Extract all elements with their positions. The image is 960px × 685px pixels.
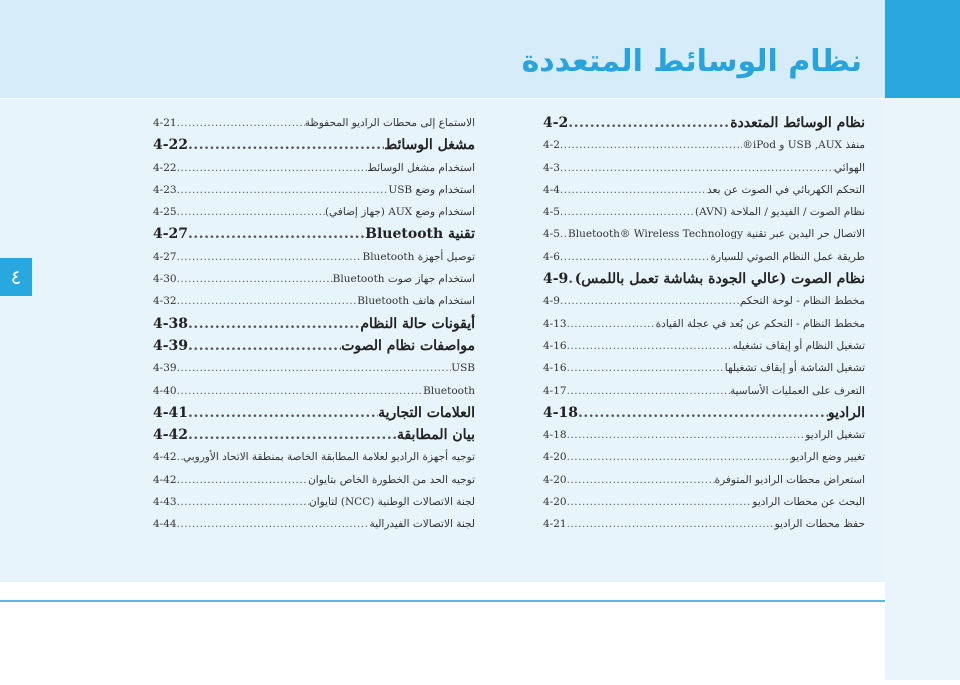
toc-entry-title: الاستماع إلى محطات الراديو المحفوظة xyxy=(304,117,475,129)
toc-entry-title: الاتصال حر اليدين عبر تقنية Bluetooth® Wireless Technology xyxy=(568,228,865,241)
toc-leader-dots xyxy=(177,268,333,290)
toc-entry-title: تشغيل الراديو xyxy=(805,429,865,442)
toc-page-number: 4-42 xyxy=(153,427,189,444)
toc-column-left xyxy=(153,112,475,536)
toc-page-number: 4-21 xyxy=(543,518,567,531)
toc-leader-dots xyxy=(177,201,325,223)
toc-entry[interactable] xyxy=(543,157,865,179)
toc-entry-title: الهوائي xyxy=(834,161,865,174)
toc-entry-title: تغيير وضع الراديو xyxy=(790,451,865,464)
toc-entry[interactable] xyxy=(153,179,475,201)
chapter-tab[interactable]: ٤ xyxy=(0,258,32,296)
toc-leader-dots xyxy=(567,446,791,468)
toc-leader-dots xyxy=(188,402,378,424)
header-divider xyxy=(0,98,885,99)
toc-entry[interactable] xyxy=(543,246,865,268)
toc-page-number: 4-6 xyxy=(543,250,560,263)
toc-entry[interactable] xyxy=(153,246,475,268)
toc-page-number: 4-22 xyxy=(153,137,189,154)
toc-page-number: 4-18 xyxy=(543,404,579,421)
toc-entry[interactable] xyxy=(153,201,475,223)
toc-page-number: 4-4 xyxy=(543,183,560,196)
toc-section-heading[interactable] xyxy=(153,134,475,156)
toc-entry-title: تشغيل الشاشة أو إيقاف تشغيلها xyxy=(724,362,865,375)
toc-entry-title: مشغل الوسائط xyxy=(384,137,475,154)
toc-section-heading[interactable] xyxy=(543,268,865,290)
toc-leader-dots xyxy=(567,335,733,357)
toc-page-number: 4-25 xyxy=(153,206,177,219)
toc-entry[interactable] xyxy=(153,157,475,179)
toc-page-number: 4-5 xyxy=(543,206,560,219)
side-strip xyxy=(885,98,960,680)
toc-leader-dots xyxy=(177,179,389,201)
toc-leader-dots xyxy=(177,513,370,535)
toc-page-number: 4-40 xyxy=(153,384,177,397)
toc-leader-dots xyxy=(567,513,775,535)
toc-page-number: 4-18 xyxy=(543,429,567,442)
toc-page-number: 4-32 xyxy=(153,295,177,308)
toc-entry-title: مخطط النظام - التحكم عن بُعد في عجلة القيادة xyxy=(655,317,865,330)
toc-page-number: 4-3 xyxy=(543,161,560,174)
toc-entry[interactable] xyxy=(543,290,865,312)
toc-entry-title: العلامات التجارية xyxy=(378,404,475,421)
toc-entry-title: توجيه الحد من الخطورة الخاص بتايوان xyxy=(308,473,475,486)
toc-entry[interactable] xyxy=(153,469,475,491)
toc-entry[interactable] xyxy=(543,357,865,379)
toc-entry-title: نظام الوسائط المتعددة xyxy=(730,115,865,131)
toc-entry-title: توصيل أجهزة Bluetooth xyxy=(362,250,475,263)
toc-page-number: 4-2 xyxy=(543,139,560,152)
toc-leader-dots xyxy=(560,290,740,312)
toc-leader-dots xyxy=(567,424,806,446)
footer-rule xyxy=(0,600,885,602)
toc-leader-dots xyxy=(188,313,360,335)
toc-leader-dots xyxy=(177,290,358,312)
toc-leader-dots xyxy=(568,112,730,134)
toc-entry-title: طريقة عمل النظام الصوتي للسيارة xyxy=(710,250,865,263)
toc-entry[interactable] xyxy=(543,201,865,223)
toc-leader-dots xyxy=(177,469,309,491)
toc-entry-title: استعراض محطات الراديو المتوفرة xyxy=(714,473,865,486)
toc-leader-dots xyxy=(188,335,341,357)
toc-entry[interactable] xyxy=(153,380,475,402)
toc-entry-title: استخدام وضع USB xyxy=(388,183,475,196)
toc-page-number: 4-21 xyxy=(153,117,177,129)
toc-page-number: 4-16 xyxy=(543,362,567,375)
toc-entry-title: استخدام مشغل الوسائط xyxy=(367,161,475,174)
toc-leader-dots xyxy=(188,134,384,156)
toc-leader-dots xyxy=(567,313,656,335)
toc-leader-dots xyxy=(560,179,707,201)
toc-page-number: 4-5 xyxy=(543,228,560,241)
toc-entry[interactable] xyxy=(543,446,865,468)
toc-entry[interactable] xyxy=(153,290,475,312)
toc-entry[interactable] xyxy=(153,491,475,513)
toc-section-heading[interactable] xyxy=(153,402,475,424)
toc-section-heading[interactable] xyxy=(153,313,475,335)
toc-entry-title: حفظ محطات الراديو xyxy=(774,518,865,531)
toc-column-right xyxy=(543,112,865,536)
toc-entry-title: استخدام جهاز صوت Bluetooth xyxy=(332,273,475,286)
toc-page-number: 4-22 xyxy=(153,161,177,174)
toc-leader-dots xyxy=(177,157,368,179)
toc-leader-dots xyxy=(567,491,753,513)
toc-entry-title: لجنة الاتصالات الوطنية (NCC) لتايوان xyxy=(308,496,475,509)
toc-leader-dots xyxy=(177,357,452,379)
toc-entry[interactable] xyxy=(153,446,475,468)
toc-page-number: 4-39 xyxy=(153,362,177,375)
toc-entry-title: الراديو xyxy=(827,404,865,421)
toc-leader-dots xyxy=(568,268,574,290)
toc-entry[interactable] xyxy=(153,357,475,379)
toc-entry-title: مخطط النظام - لوحة التحكم xyxy=(739,295,865,308)
toc-section-heading[interactable] xyxy=(153,335,475,357)
toc-leader-dots xyxy=(177,246,363,268)
toc-entry[interactable] xyxy=(543,424,865,446)
toc-leader-dots xyxy=(567,380,730,402)
toc-entry[interactable] xyxy=(543,491,865,513)
toc-page-number: 4-20 xyxy=(543,496,567,509)
toc-section-heading[interactable] xyxy=(543,112,865,134)
toc-entry[interactable] xyxy=(543,134,865,156)
toc-entry[interactable] xyxy=(153,268,475,290)
toc-page-number: 4-30 xyxy=(153,273,177,286)
toc-leader-dots xyxy=(188,223,365,245)
toc-page-number: 4-39 xyxy=(153,337,189,354)
toc-leader-dots xyxy=(177,491,309,513)
toc-page-number: 4-16 xyxy=(543,339,567,352)
toc-leader-dots xyxy=(560,201,695,223)
toc-entry-title: تشغيل النظام أو إيقاف تشغيله xyxy=(732,339,865,352)
toc-page-number: 4-20 xyxy=(543,473,567,486)
toc-entry-title: استخدام هاتف Bluetooth xyxy=(357,295,475,308)
toc-entry-title: أيقونات حالة النظام xyxy=(360,315,475,332)
toc-entry-title: مواصفات نظام الصوت xyxy=(341,337,475,354)
toc-page-number: 4-17 xyxy=(543,384,567,397)
toc-leader-dots xyxy=(578,402,828,424)
toc-entry-title: Bluetooth xyxy=(423,384,475,397)
toc-entry-title: نظام الصوت / الفيديو / الملاحة (AVN) xyxy=(695,206,865,219)
toc-leader-dots xyxy=(560,134,742,156)
toc-leader-dots xyxy=(188,424,397,446)
toc-section-heading[interactable] xyxy=(153,223,475,245)
toc-entry[interactable] xyxy=(153,112,475,134)
toc-entry[interactable] xyxy=(153,513,475,535)
toc-page-number: 4-9 xyxy=(543,271,569,288)
toc-entry-title: نظام الصوت (عالي الجودة بشاشة تعمل باللمس) xyxy=(574,271,865,288)
toc-page-number: 4-44 xyxy=(153,518,177,531)
toc-page-number: 4-2 xyxy=(543,115,569,131)
toc-leader-dots xyxy=(560,157,834,179)
toc-page-number: 4-41 xyxy=(153,404,189,421)
toc-leader-dots xyxy=(177,446,183,468)
toc-entry-title: التحكم الكهربائي في الصوت عن بعد xyxy=(707,183,865,196)
toc-entry-title: USB xyxy=(451,362,475,375)
toc-leader-dots xyxy=(177,380,424,402)
toc-leader-dots xyxy=(567,357,725,379)
toc-section-heading[interactable] xyxy=(153,424,475,446)
toc-entry[interactable] xyxy=(543,513,865,535)
toc-leader-dots xyxy=(560,223,568,245)
toc-entry[interactable] xyxy=(543,335,865,357)
toc-page-number: 4-27 xyxy=(153,226,189,243)
toc-leader-dots xyxy=(177,112,305,134)
toc-entry-title: لجنة الاتصالات الفيدرالية xyxy=(369,518,475,531)
toc-leader-dots xyxy=(567,469,715,491)
toc-entry-title: تقنية Bluetooth xyxy=(365,226,475,243)
toc-section-heading[interactable] xyxy=(543,402,865,424)
corner-accent-block xyxy=(885,0,960,98)
toc-entry[interactable] xyxy=(543,179,865,201)
toc-entry[interactable] xyxy=(543,223,865,245)
toc-page-number: 4-43 xyxy=(153,496,177,509)
toc-entry-title: بيان المطابقة xyxy=(396,427,475,444)
toc-page-number: 4-42 xyxy=(153,473,177,486)
toc-page-number: 4-23 xyxy=(153,183,177,196)
toc-entry[interactable] xyxy=(543,469,865,491)
toc-page-number: 4-42 xyxy=(153,451,177,464)
toc-entry-title: منفذ USB ,AUX و iPod® xyxy=(742,139,865,152)
toc-entry-title: التعرف على العمليات الأساسية xyxy=(729,384,865,397)
toc-page-number: 4-13 xyxy=(543,317,567,330)
toc-entry[interactable] xyxy=(543,313,865,335)
toc-entry-title: استخدام وضع AUX (جهاز إضافي) xyxy=(324,206,475,219)
toc-page-number: 4-38 xyxy=(153,315,189,332)
toc-entry-title: البحث عن محطات الراديو xyxy=(752,496,865,509)
page-title: نظام الوسائط المتعددة xyxy=(521,44,862,79)
toc-entry[interactable] xyxy=(543,380,865,402)
toc-entry-title: توجيه أجهزة الراديو لعلامة المطابقة الخاصة بمنطقة الاتحاد الأوروبي xyxy=(182,451,475,464)
toc-page-number: 4-9 xyxy=(543,295,560,308)
toc-page-number: 4-20 xyxy=(543,451,567,464)
toc-leader-dots xyxy=(560,246,711,268)
toc-page-number: 4-27 xyxy=(153,250,177,263)
